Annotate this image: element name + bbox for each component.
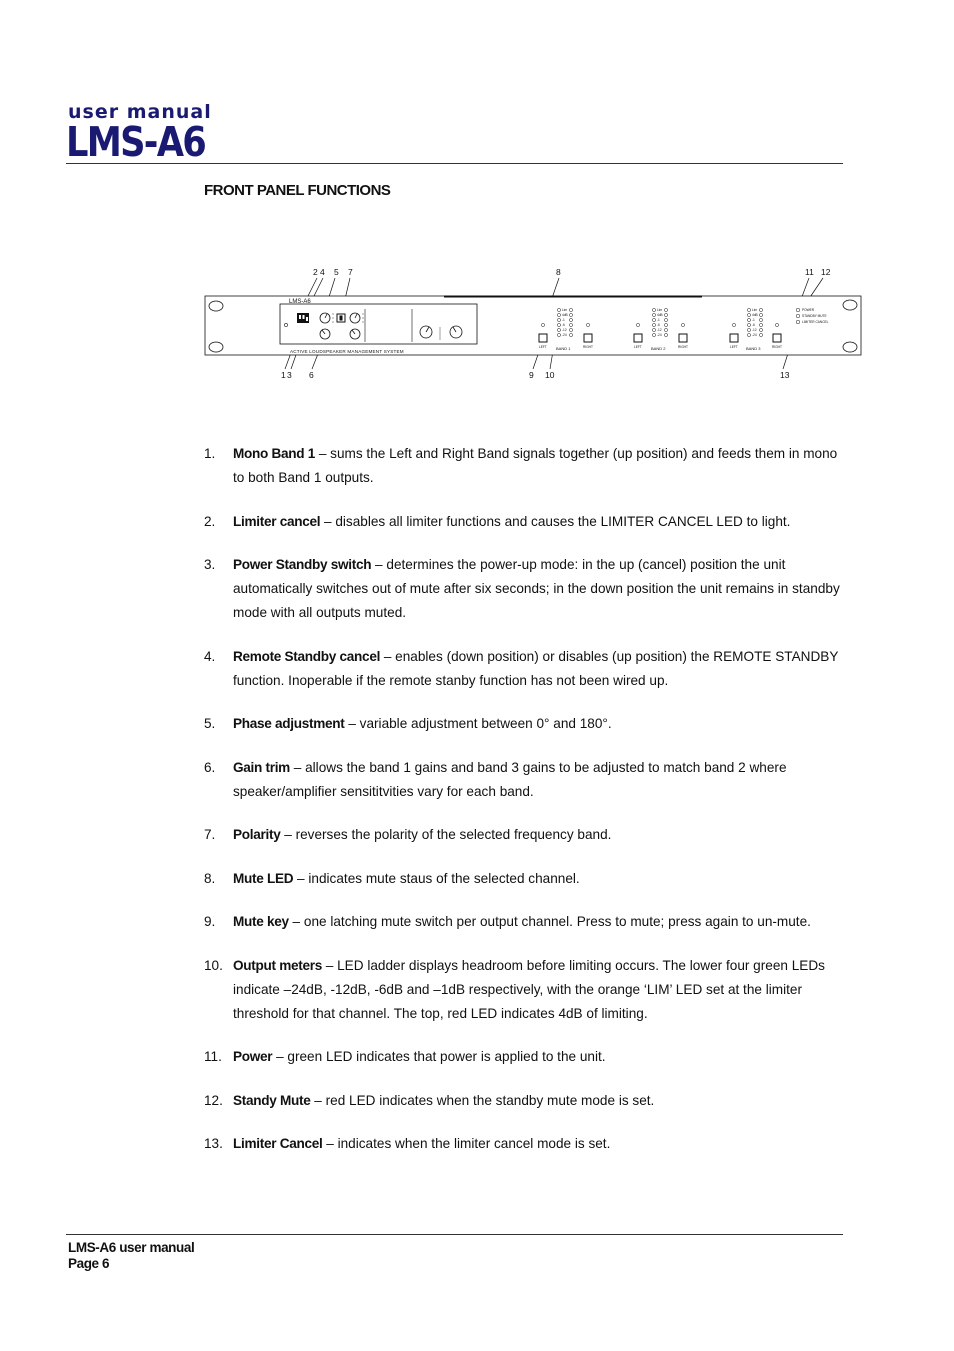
list-item: 3. Power Standby switch – determines the power-up mode: in the up (cancel) position the unit automatically switches out of mute after six seconds; in the down position the unit remains in standby mode with all outputs muted. (204, 557, 840, 620)
list-item: 10. Output meters – LED ladder displays headroom before limiting occurs. The lower four green LEDs indicate –24dB, -12dB, -6dB and –1dB respectively, with the orange ‘LIM’ LED set at the limiter threshold for that channel. The top, red LED indicates 4dB of limiting. (204, 957, 825, 1021)
page-footer (68, 1240, 194, 1272)
list-item: 7. Polarity – reverses the polarity of the selected frequency band. (204, 827, 612, 842)
svg-text:Lim: Lim (657, 308, 663, 312)
list-item: 4. Remote Standby cancel – enables (down position) or disables (up position) the REMOTE STANDBY function. Inoperable if the remote stanby function has not been wired up. (204, 648, 839, 688)
svg-text:-24: -24 (657, 333, 662, 337)
footer-manual-title: LMS-A6 user manual (68, 1240, 195, 1255)
panel-model-label: LMS-A6 (289, 299, 311, 305)
list-item: 13. Limiter Cancel – indicates when the limiter cancel mode is set. (204, 1136, 611, 1151)
callouts-top (313, 267, 831, 277)
footer-page-number: Page 6 (68, 1256, 110, 1271)
callout-11: 11 (805, 267, 814, 277)
callout-6: 6 (309, 370, 314, 380)
front-panel-diagram (200, 258, 866, 384)
svg-text:4dB: 4dB (562, 313, 568, 317)
svg-text:-24: -24 (752, 333, 757, 337)
svg-text:LEFT: LEFT (634, 345, 642, 349)
svg-text:-12: -12 (562, 328, 567, 332)
list-item: 6. Gain trim – allows the band 1 gains and band 3 gains to be adjusted to match band 2 where speaker/amplifier sensititvities vary for each band. (204, 759, 787, 799)
list-item: 8. Mute LED – indicates mute staus of the selected channel. (204, 870, 580, 886)
list-item: 9. Mute key – one latching mute switch per output channel. Press to mute; press again to un-mute. (204, 914, 811, 929)
callout-9: 9 (529, 370, 534, 380)
svg-text:BAND 2: BAND 2 (651, 346, 666, 351)
callout-1: 1 (281, 370, 286, 380)
svg-text:LIMITER CANCEL: LIMITER CANCEL (802, 320, 829, 324)
svg-text:Lim: Lim (752, 308, 758, 312)
svg-text:LEFT: LEFT (539, 345, 547, 349)
svg-text:RIGHT: RIGHT (772, 345, 782, 349)
callout-4: 4 (320, 267, 325, 277)
callouts-bottom (281, 370, 790, 380)
callout-10: 10 (545, 370, 555, 380)
list-item: 2. Limiter cancel – disables all limiter functions and causes the LIMITER CANCEL LED to light. (204, 513, 791, 529)
dip-switch-bank (297, 313, 309, 323)
product-title: LMS-A6 (66, 118, 206, 166)
svg-text:-6: -6 (562, 323, 565, 327)
svg-text:-12: -12 (657, 328, 662, 332)
svg-text:-1: -1 (562, 318, 565, 322)
section-heading: FRONT PANEL FUNCTIONS (204, 182, 391, 199)
svg-text:POWER: POWER (802, 308, 815, 312)
callout-5: 5 (334, 267, 339, 277)
svg-text:RIGHT: RIGHT (678, 345, 688, 349)
svg-text:-12: -12 (752, 328, 757, 332)
svg-text:4dB: 4dB (752, 313, 758, 317)
callout-12: 12 (821, 267, 831, 277)
manual-subtitle: user manual (68, 101, 212, 123)
svg-text:-6: -6 (657, 323, 660, 327)
svg-text:STANDBY MUTE: STANDBY MUTE (802, 314, 827, 318)
callout-3: 3 (287, 370, 292, 380)
function-list (204, 442, 844, 1176)
svg-text:LEFT: LEFT (730, 345, 738, 349)
list-item: 12. Standy Mute – red LED indicates when the standby mute mode is set. (204, 1092, 655, 1108)
svg-text:4dB: 4dB (657, 313, 663, 317)
svg-text:-24: -24 (562, 333, 567, 337)
header-divider (66, 163, 843, 164)
callout-8: 8 (556, 267, 561, 277)
svg-text:RIGHT: RIGHT (583, 345, 593, 349)
svg-text:-1: -1 (752, 318, 755, 322)
callout-2: 2 (313, 267, 318, 277)
svg-text:-6: -6 (752, 323, 755, 327)
panel-caption: ACTIVE LOUDSPEAKER MANAGEMENT SYSTEM (290, 349, 404, 354)
svg-text:BAND 1: BAND 1 (556, 346, 571, 351)
callout-13: 13 (780, 370, 790, 380)
svg-text:-1: -1 (657, 318, 660, 322)
list-item: 1. Mono Band 1 – sums the Left and Right Band signals together (up position) and feeds them in mono to both Band 1 outputs. (204, 446, 838, 485)
svg-text:Lim: Lim (562, 308, 568, 312)
svg-text:BAND 3: BAND 3 (746, 346, 761, 351)
footer-divider (66, 1234, 843, 1235)
callout-7: 7 (348, 267, 353, 277)
list-item: 11. Power – green LED indicates that power is applied to the unit. (204, 1049, 606, 1064)
list-item: 5. Phase adjustment – variable adjustment between 0° and 180°. (204, 716, 612, 731)
